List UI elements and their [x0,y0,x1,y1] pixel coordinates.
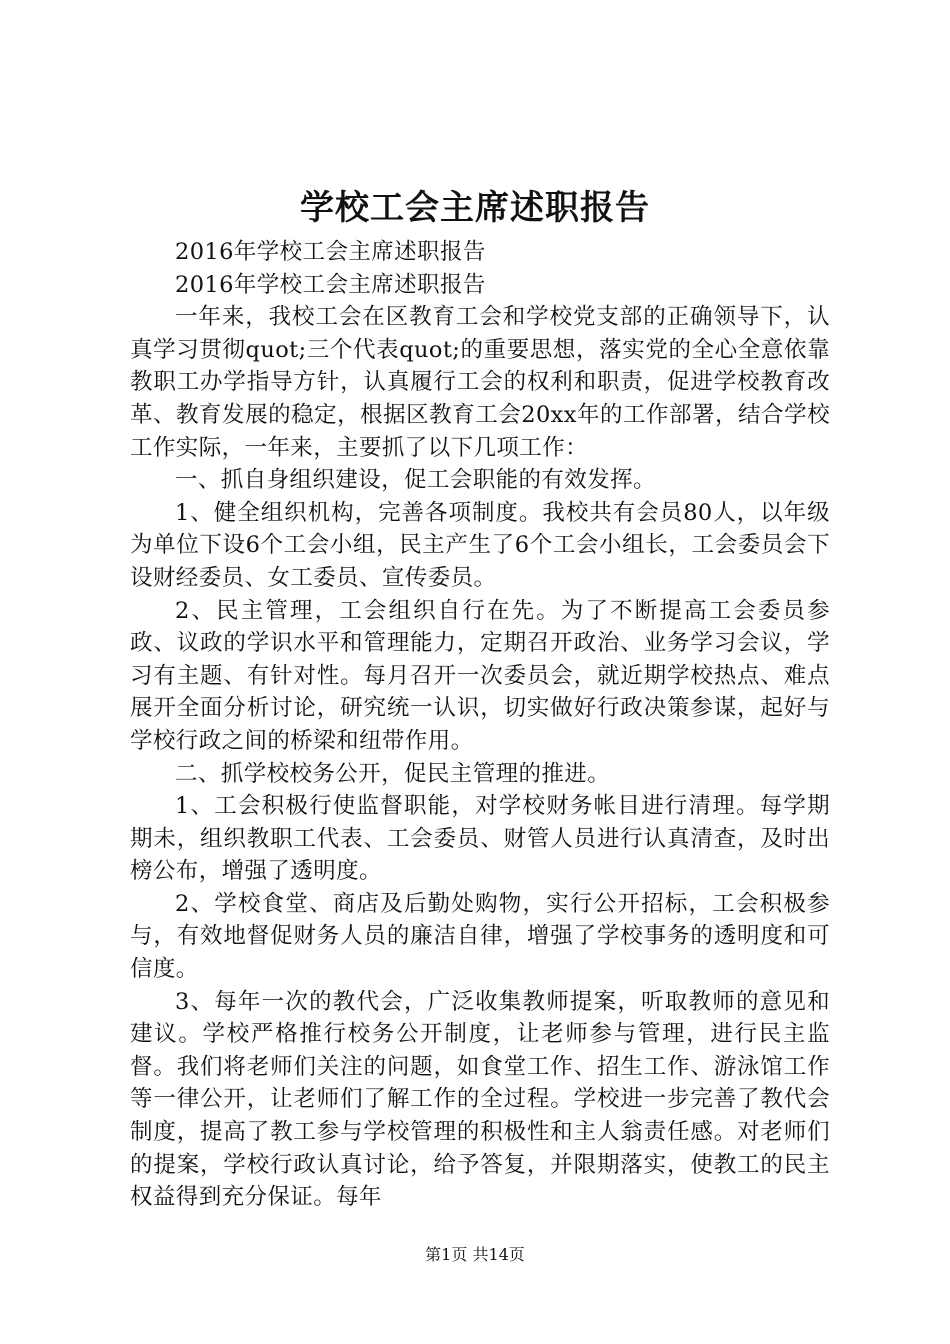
section-heading: 二、抓学校校务公开，促民主管理的推进。 [175,760,611,787]
body-paragraph: 1、健全组织机构，完善各项制度。我校共有会员80人，以年级为单位下设6个工会小组，民主产生了6个工会小组长，工会委员会下设财经委员、女工委员、宣传委员。 [130,499,830,591]
section-heading: 一、抓自身组织建设，促工会职能的有效发挥。 [175,467,656,494]
body-paragraph: 2、民主管理，工会组织自行在先。为了不断提高工会委员参政、议政的学识水平和管理能力，定期召开政治、业务学习会议，学习有主题、有针对性。每月召开一次委员会，就近期学校热点、难点展开全面分析讨论，研究统一认识，切实做好行政决策参谋，起好与学校行政之间的桥梁和纽带作用。 [130,597,830,754]
subtitle-line: 2016年学校工会主席述职报告 [175,271,486,298]
document-title: 学校工会主席述职报告 [300,188,650,228]
intro-paragraph: 一年来，我校工会在区教育工会和学校党支部的正确领导下，认真学习贯彻quot;三个代表quot;的重要思想，落实党的全心全意依靠教职工办学指导方针，认真履行工会的权利和职责，促进学校教育改革、教育发展的稳定，根据区教育工会20xx年的工作部署，结合学校工作实际，一年来，主要抓了以下几项工作： [130,304,830,461]
body-paragraph: 2、学校食堂、商店及后勤处购物，实行公开招标，工会积极参与，有效地督促财务人员的廉洁自律，增强了学校事务的透明度和可信度。 [130,890,830,983]
document-body [130,236,830,1214]
body-paragraph: 3、每年一次的教代会，广泛收集教师提案，听取教师的意见和建议。学校严格推行校务公开制度，让老师参与管理，进行民主监督。我们将老师们关注的问题，如食堂工作、招生工作、游泳馆工作等一律公开，让老师们了解工作的全过程。学校进一步完善了教代会制度，提高了教工参与学校管理的积极性和主人翁责任感。对老师们的提案，学校行政认真讨论，给予答复，并限期落实，使教工的民主权益得到充分保证。每年 [130,988,830,1211]
subtitle-line: 2016年学校工会主席述职报告 [175,239,486,265]
page-number-footer: 第1页 共14页 [425,1245,525,1264]
body-paragraph: 1、工会积极行使监督职能，对学校财务帐目进行清理。每学期期未，组织教职工代表、工会委员、财管人员进行认真清查，及时出榜公布，增强了透明度。 [130,793,830,885]
